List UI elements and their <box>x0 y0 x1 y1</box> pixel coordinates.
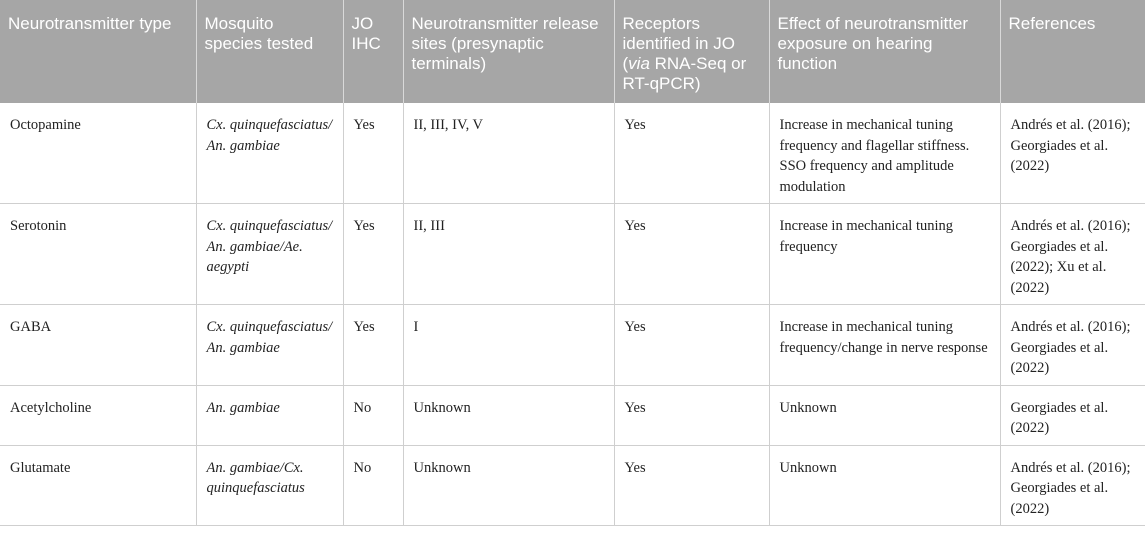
cell-receptors: Yes <box>614 204 769 305</box>
cell-jo-ihc: No <box>343 385 403 445</box>
header-receptors <box>614 0 769 103</box>
cell-species: Cx. quinquefasciatus/ An. gambiae <box>196 305 343 386</box>
cell-type: GABA <box>0 305 196 386</box>
cell-effect: Increase in mechanical tuning frequency/change in nerve response <box>769 305 1000 386</box>
table-row <box>0 385 1145 445</box>
table-header <box>0 0 1145 103</box>
cell-release-sites: Unknown <box>403 445 614 526</box>
cell-type: Octopamine <box>0 103 196 204</box>
cell-effect: Increase in mechanical tuning frequency <box>769 204 1000 305</box>
table-row <box>0 204 1145 305</box>
cell-effect: Increase in mechanical tuning frequency and flagellar stiffness. SSO frequency and amplitude modulation <box>769 103 1000 204</box>
cell-effect: Unknown <box>769 385 1000 445</box>
table-row <box>0 445 1145 526</box>
header-receptors-pre: Receptors identified in JO ( <box>622 14 735 73</box>
cell-jo-ihc: No <box>343 445 403 526</box>
cell-type: Glutamate <box>0 445 196 526</box>
cell-jo-ihc: Yes <box>343 204 403 305</box>
cell-receptors: Yes <box>614 445 769 526</box>
cell-species: An. gambiae <box>196 385 343 445</box>
header-neurotransmitter-type: Neurotransmitter type <box>0 0 196 103</box>
cell-references: Andrés et al. (2016); Georgiades et al. (2022) <box>1000 445 1145 526</box>
cell-references: Georgiades et al. (2022) <box>1000 385 1145 445</box>
cell-species: Cx. quinquefasciatus/ An. gambiae/Ae. aegypti <box>196 204 343 305</box>
cell-release-sites: Unknown <box>403 385 614 445</box>
cell-species: An. gambiae/Cx. quinquefasciatus <box>196 445 343 526</box>
header-mosquito-species: Mosquito species tested <box>196 0 343 103</box>
cell-species: Cx. quinquefasciatus/ An. gambiae <box>196 103 343 204</box>
cell-references: Andrés et al. (2016); Georgiades et al. (2022); Xu et al. (2022) <box>1000 204 1145 305</box>
cell-references: Andrés et al. (2016); Georgiades et al. (2022) <box>1000 103 1145 204</box>
cell-references: Andrés et al. (2016); Georgiades et al. (2022) <box>1000 305 1145 386</box>
table-row <box>0 103 1145 204</box>
cell-type: Acetylcholine <box>0 385 196 445</box>
cell-release-sites: II, III <box>403 204 614 305</box>
table-body <box>0 103 1145 526</box>
cell-receptors: Yes <box>614 103 769 204</box>
cell-release-sites: II, III, IV, V <box>403 103 614 204</box>
cell-jo-ihc: Yes <box>343 103 403 204</box>
header-receptors-post: RNA-Seq or RT-qPCR) <box>622 54 747 93</box>
header-release-sites: Neurotransmitter release sites (presynaptic terminals) <box>403 0 614 103</box>
cell-release-sites: I <box>403 305 614 386</box>
header-receptors-via: via <box>628 54 650 73</box>
cell-effect: Unknown <box>769 445 1000 526</box>
cell-receptors: Yes <box>614 305 769 386</box>
header-row <box>0 0 1145 103</box>
header-effect: Effect of neurotransmitter exposure on hearing function <box>769 0 1000 103</box>
cell-receptors: Yes <box>614 385 769 445</box>
table-row <box>0 305 1145 386</box>
header-references: References <box>1000 0 1145 103</box>
cell-jo-ihc: Yes <box>343 305 403 386</box>
header-jo-ihc: JO IHC <box>343 0 403 103</box>
cell-type: Serotonin <box>0 204 196 305</box>
